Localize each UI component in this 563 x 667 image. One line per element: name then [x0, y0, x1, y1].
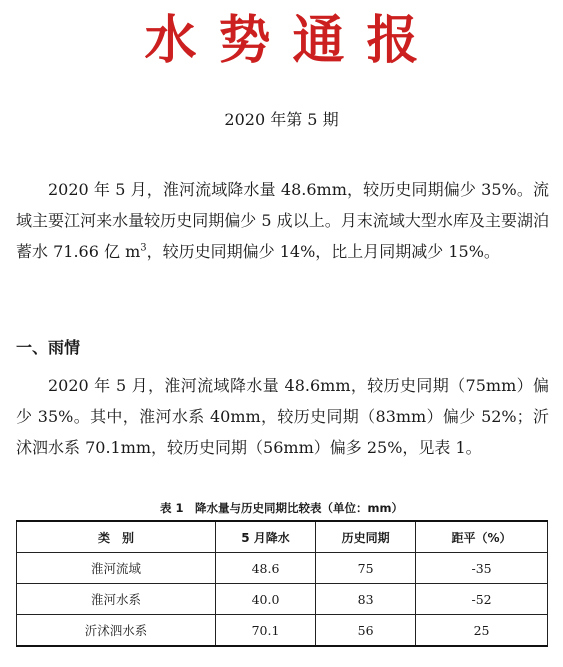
cell-may-rainfall: 70.1 — [215, 615, 315, 647]
cell-category: 淮河水系 — [17, 584, 216, 615]
cell-may-rainfall: 48.6 — [215, 553, 315, 584]
table-header-row — [17, 521, 548, 553]
cell-category: 淮河流域 — [17, 553, 216, 584]
cell-historical: 56 — [316, 615, 416, 647]
summary-paragraph — [16, 174, 549, 267]
summary-text: 2020 年 5 月，淮河流域降水量 48.6mm，较历史同期偏少 35%。流域主要江河来水量较历史同期偏少 5 成以上。月末流域大型水库及主要湖泊蓄水 71.66 亿 m — [16, 180, 549, 261]
header-historical: 历史同期 — [316, 521, 416, 553]
cell-category: 沂沭泗水系 — [17, 615, 216, 647]
table-row — [17, 584, 548, 615]
section-heading-rainfall: 一、雨情 — [16, 338, 81, 357]
cell-anomaly: 25 — [416, 615, 548, 647]
table-row — [17, 553, 548, 584]
table-row — [17, 615, 548, 647]
header-anomaly: 距平（%） — [416, 521, 548, 553]
summary-text-end: ，较历史同期偏少 14%，比上月同期减少 15%。 — [146, 242, 500, 261]
issue-number: 2020 年第 5 期 — [224, 110, 339, 129]
cell-historical: 83 — [316, 584, 416, 615]
rainfall-paragraph: 2020 年 5 月，淮河流域降水量 48.6mm，较历史同期（75mm）偏少 35%。其中，淮河水系 40mm，较历史同期（83mm）偏少 52%；沂沭泗水系 70.1mm，较历史同期（56mm）偏多 25%，见表 1。 — [16, 376, 549, 457]
cell-anomaly: -52 — [416, 584, 548, 615]
table-caption: 表 1 降水量与历史同期比较表（单位：mm） — [160, 501, 403, 515]
masthead-title: 水势通报 — [144, 10, 441, 71]
header-category: 类 别 — [17, 521, 216, 553]
cell-anomaly: -35 — [416, 553, 548, 584]
precipitation-table — [16, 520, 548, 647]
cell-historical: 75 — [316, 553, 416, 584]
unit-superscript: 3 — [140, 242, 147, 254]
header-may-rainfall: 5 月降水 — [215, 521, 315, 553]
cell-may-rainfall: 40.0 — [215, 584, 315, 615]
